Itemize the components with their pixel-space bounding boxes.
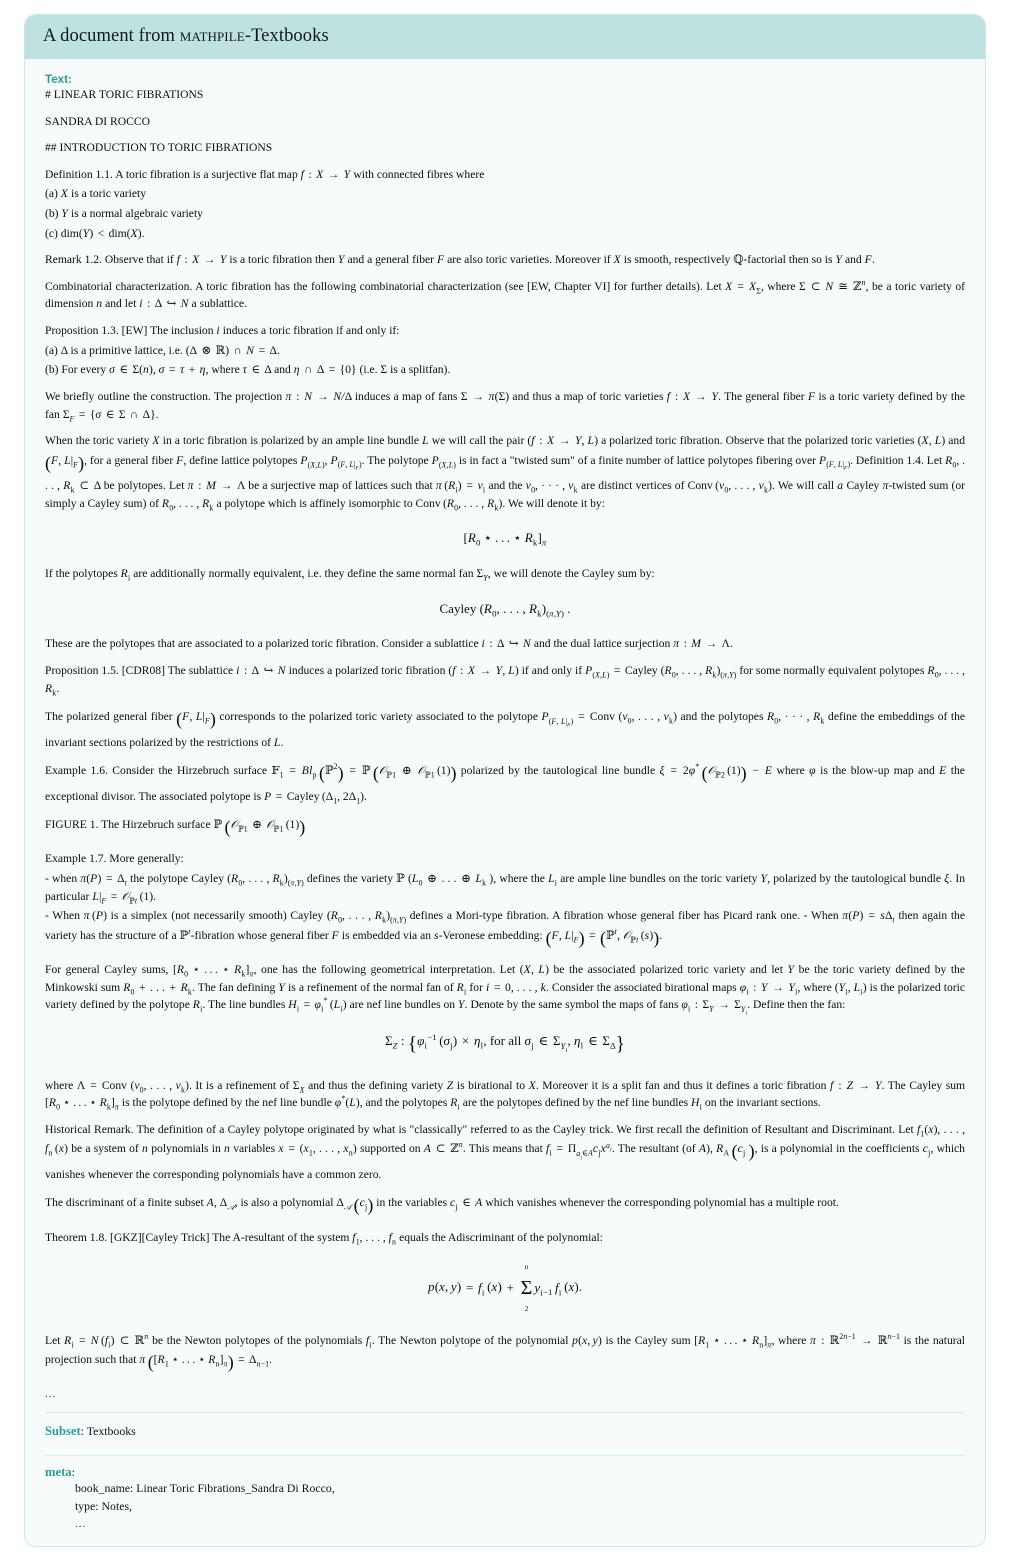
document-text-content [45,86,965,1402]
definition-1-1-item-a: (a) X is a toric variety [45,187,146,201]
meta-header [45,1465,965,1480]
remark-1-2: Remark 1.2. Observe that if f : X → Y is a toric fibration then Y and a general fiber F are also toric varieties. Moreover if X is smooth, respectively ℚ-factorial then so is Y and F. [45,252,875,267]
proposition-1-3-item-b: (b) For every σ ∈ Σ(n), σ = τ + η, where τ ∈ Δ and η ∩ Δ = {0} (i.e. Σ is a splitfan). [45,363,451,377]
markdown-title: # LINEAR TORIC FIBRATIONS [45,88,204,101]
header-title-suffix: -Textbooks [244,26,329,46]
newton-polytopes-paragraph: Let $R_i = N$ $(f_i)$ ⊂ ℝ$^n$ be the Newton polytopes of the polynomials $f_i$. The Newton polytope of the polynomial p(x, y) is the Cayley sum [$R_1$ ⋆ . . . ⋆ $R_n]_\pi$, where π : ℝ$^{2n-1}$ → ℝ$^{n-1}$ is the natural projection such that π ([$R_1$ ⋆ . . . ⋆ $R_n]_\pi) = \Delta_{n-1}$. [45,1331,966,1373]
example-1-7-intro: Example 1.7. More generally: [45,852,184,866]
example-1-7-bullet-2: - When π (P) is a simplex (not necessarily smooth) Cayley ($R_0$, . . . , $R_k)_{(\pi,Y)}$ defines a Mori-type fibration. A fibration whose general fiber has Picard rank one. - When $\pi(P) = s\Delta_t$ then again the variety has the structure of a ℙ$^t$-fibration whose general fiber F is embedded via an s-Veronese embedding: (F, $L|_F$) = (ℙ$^t$, 𝒪$_{ℙt}$ (s)). [45,909,965,948]
example-1-6: Example 1.6. Consider the Hirzebruch surface 𝔽$_1$ = $Bl_p$ (ℙ$^2$) = ℙ (𝒪$_{ℙ1}$ ⊕ 𝒪$_{ℙ1}$ (1)) polarized by the tautological line bundle ξ = 2φ* (𝒪$_{ℙ2}$ (1)) − E where φ is the blow-up map and E the exceptional divisor. The associated polytope is P = Cayley ($\Delta_1$, $2\Delta_1$). [45,762,965,805]
definition-1-1-item-b: (b) Y is a normal algebraic variety [45,207,203,221]
figure-1-caption: FIGURE 1. The Hirzebruch surface ℙ (𝒪$_{ℙ1}$ ⊕ 𝒪$_{ℙ1}$ (1)) [45,817,306,838]
where-lambda-paragraph: where Λ = Conv ($v_0$, . . . , $v_k$). It is a refinement of $\Sigma_X$ and thus the defining variety Z is birational to X. Moreover it is a split fan and thus it defines a toric fibration f : Z → Y. The Cayley sum [$R_0$ ⋆ . . . ⋆ $R_k]_\pi$ is the polytope defined by the nef line bundle φ*(L), and the polytopes $R_i$ are the polytopes defined by the nef line bundles $H_i$ on the invariant sections. [45,1078,966,1112]
historical-remark-paragraph: Historical Remark. The definition of a Cayley polytope originated by what is "classically" referred to as the Cayley trick. We first recall the definition of Resultant and Discriminant. Let $f_1(x)$, . . . , $f_n$ (x) be a system of n polynomials in n variables $x = (x_1$, . . . , $x_n$) supported on A ⊂ ℤ$^n$. This means that $f_i = \Pi_{a_j\in A}c_jx^{a_j}$. The resultant (of A), $R_A$ ($c_j$ ), is a polynomial in the coefficients $c_j$, which vanishes whenever the corresponding polynomials have a common zero. [45,1122,965,1181]
theorem-1-8: Theorem 1.8. [GKZ][Cayley Trick] The A-resultant of the system $f_1$, . . . , $f_n$ equals the Adiscriminant of the polynomial: [45,1230,603,1247]
equation-sigma-z: $\Sigma_Z$ : {$\varphi_i^{-1}$ $(\sigma_j) \times \eta_l$, for all $\sigma_j$ ∈ $\Sigma_{Y_i}$, $\eta_l$ ∈ $\Sigma_\Delta$} [384,1031,626,1056]
text-truncation-marker: ... [45,1387,57,1400]
divider-meta [45,1455,965,1456]
meta-colon: : [71,1465,75,1480]
these-polytopes-paragraph: These are the polytopes that are associated to a polarized toric fibration. Consider a sublattice i : Δ ↪ N and the dual lattice surjection π : M → Λ. [45,637,733,651]
definition-1-1-item-c: (c) dim(Y) < dim(X). [45,226,145,240]
combinatorial-characterization: Combinatorial characterization. A toric fibration has the following combinatorial characterization (see [EW, Chapter VI] for further details). Let $X = X_\Sigma$, where Σ ⊂ N ≅ ℤ$^n$, be a toric variety of dimension n and let i : Δ ↪ N a sublattice. [45,278,966,311]
equation-p-x-y: p(x, $y) = f_i$ (x) + n Σ 2 $y_{i-1}$ $f_i$ (x). [427,1263,582,1313]
example-1-7-bullet-1: - when $\pi(P) = \Delta_t$ the polytope Cayley ($R_0$, . . . , $R_k)_{(\pi,Y)}$ defines the variety ℙ ($L_0$ ⊕ . . . ⊕ $L_k$ ), where the $L_i$ are ample line bundles on the toric variety Y, polarized by the tautological bundle ξ. In particular $L|_F$ = 𝒪$_{ℙt}$ (1). [45,871,965,905]
section-heading: ## INTRODUCTION TO TORIC FIBRATIONS [45,141,273,155]
card-body [25,59,985,1546]
discriminant-paragraph: The discriminant of a finite subset A, $\Delta_𝒜$, is also a polynomial $\Delta_𝒜$ $(c_j)$ in the variables $c_j$ ∈ A which vanishes whenever the corresponding polynomial has a multiple root. [45,1195,839,1216]
meta-line-truncation: ... [75,1517,87,1530]
meta-block [45,1465,965,1542]
normally-equivalent-paragraph: If the polytopes $R_i$ are additionally normally equivalent, i.e. they define the same normal fan $\Sigma_Y$, we will denote the Cayley sum by: [45,567,655,583]
header-title-prefix: A document from [43,26,180,46]
equation-cayley-bracket: [$R_0$ ⋆ . . . ⋆ $R_k]_\pi$ [463,530,547,548]
proposition-1-3-item-a: (a) Δ is a primitive lattice, i.e. (Δ ⊗ ℝ) ∩ N = Δ. [45,342,280,357]
general-fiber-paragraph: The polarized general fiber (F, $L|_F$) corresponds to the polarized toric variety associated to the polytope $P_{(F, L|_F)}$ = Conv ($v_0$, . . . , $v_k$) and the polytopes $R_0$, · · · , $R_k$ define the embeddings of the invariant sections polarized by the restrictions of L. [45,709,966,749]
author-line: SANDRA DI ROCCO [45,114,151,128]
subset-colon: : [80,1424,84,1439]
meta-label: meta [45,1465,72,1480]
equation-cayley-sum: Cayley ($R_0$, . . . , $R_k)_{(\pi,Y)}$ . [439,600,571,619]
subset-label: Subset [45,1424,81,1439]
definition-1-1-intro: Definition 1.1. A toric fibration is a surjective flat map f : X → Y with connected fibres where [45,167,485,181]
header-corpus-name: mathpile [179,26,245,46]
card-header [25,15,985,59]
meta-line-type: type: Notes, [75,1499,133,1514]
meta-line-book-name: book_name: Linear Toric Fibrations_Sandra Di Rocco, [75,1481,335,1496]
general-cayley-sums-paragraph: For general Cayley sums, [$R_0$ ⋆ . . . ⋆ $R_k]_\pi$, one has the following geometrical interpretation. Let (X, L) be the associated polarized toric variety and let Y be the toric variety defined by the Minkowski sum $R_0$ + . . . + $R_k$. The fan defining Y is a refinement of the normal fan of $R_i$ for i = 0, . . . , k. Consider the associated birational maps $\varphi_i$ : $Y \to Y_i$, where ($Y_i$, $L_i$) is the polarized toric variety defined by the polytope $R_i$. The line bundles $H_i = \varphi_i^*$ $(L_i)$ are nef line bundles on Y. Denote by the same symbol the maps of fans $\varphi_i$ : $\Sigma_Y \to \Sigma_{Y_i}$. Define then the fan: [45,963,966,1017]
polarized-paragraph: When the toric variety X in a toric fibration is polarized by an ample line bundle L we will call the pair (f : X → Y, L) a polarized toric fibration. Observe that the polarized toric varieties (X, L) and (F, $L|_F$), for a general fiber F, define lattice polytopes $P_{(X,L)}$, $P_{(F, L|_F)}$. The polytope $P_{(X,L)}$ is in fact a "twisted sum" of a finite number of lattice polytopes fibering over $P_{(F, L|_F)}$. Definition 1.4. Let $R_0$, . . . , $R_k$ ⊂ Δ be polytopes. Let π : M → Λ be a surjective map of lattices such that π $(R_i) = v_i$ and the $v_0$, · · · , $v_k$ are distinct vertices of Conv ($v_0$, . . . , $v_k$). We will call a Cayley π-twisted sum (or simply a Cayley sum) of $R_0$, . . . , $R_k$ a polytope which is affinely isomorphic to Conv ($R_0$, . . . , $R_k$). We will denote it by: [45,434,966,512]
divider-subset [45,1412,965,1413]
proposition-1-5: Proposition 1.5. [CDR08] The sublattice i : Δ ↪ N induces a polarized toric fibration (f : X → Y, L) if and only if $P_{(X,L)}$ = Cayley ($R_0$, . . . , $R_k)_{(\pi,Y)}$ for some normally equivalent polytopes $R_0$, . . . , $R_k$. [45,664,965,697]
proposition-1-3-intro: Proposition 1.3. [EW] The inclusion i induces a toric fibration if and only if: [45,324,400,338]
subset-row [45,1422,965,1445]
document-card [24,14,986,1547]
subset-value: Textbooks [86,1424,136,1439]
text-field-label: Text: [45,73,72,86]
construction-paragraph: We briefly outline the construction. The projection π : N → N/Δ induces a map of fans Σ → π(Σ) and thus a map of toric varieties f : X → Y. The general fiber F is a toric variety defined by the fan $\Sigma_F = \{\sigma$ ∈ Σ ∩ Δ}. [45,389,966,423]
